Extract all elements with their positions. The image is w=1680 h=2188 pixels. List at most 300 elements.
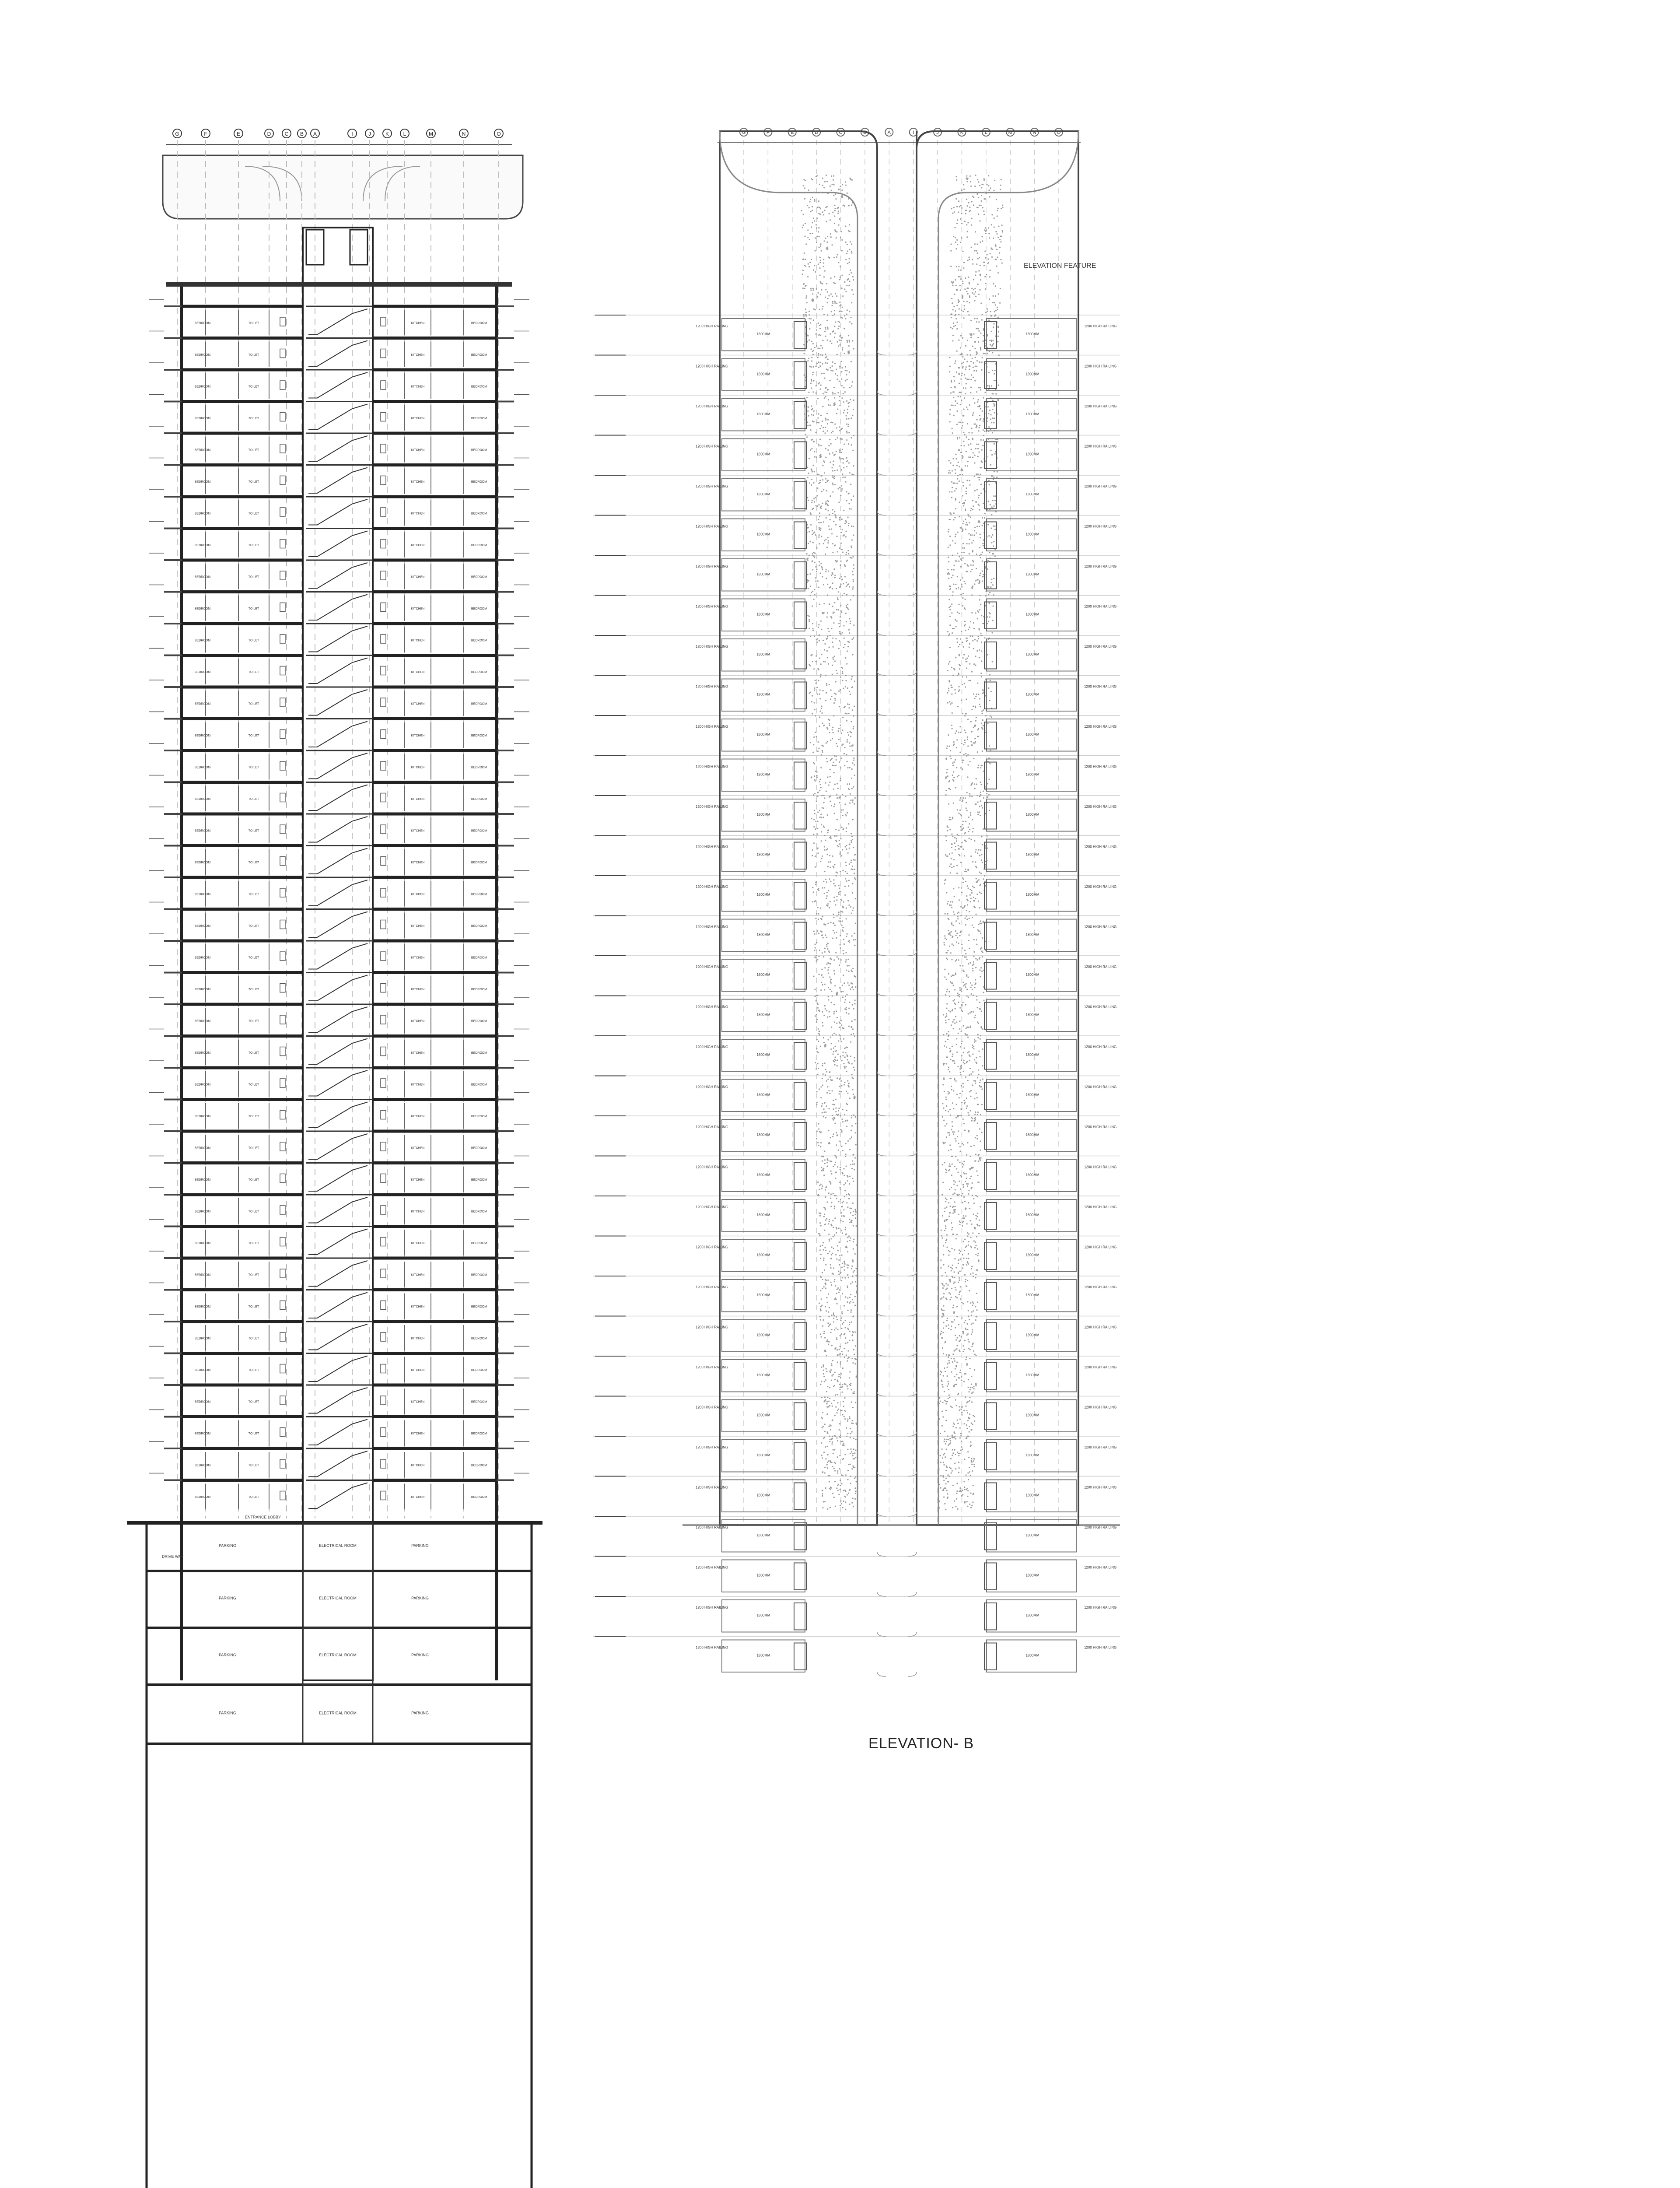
svg-text:KITCHEN: KITCHEN — [411, 1305, 425, 1308]
svg-text:BEDROOM: BEDROOM — [471, 829, 487, 833]
svg-text:ELECTRICAL ROOM: ELECTRICAL ROOM — [319, 1711, 357, 1715]
svg-text:BEDROOM: BEDROOM — [195, 1115, 211, 1118]
svg-text:BEDROOM: BEDROOM — [471, 1083, 487, 1087]
grid-bubble — [234, 129, 243, 138]
svg-text:D: D — [815, 130, 819, 135]
stair-flight — [306, 1353, 373, 1382]
svg-text:KITCHEN: KITCHEN — [411, 1337, 425, 1340]
svg-text:BEDROOM: BEDROOM — [471, 1241, 487, 1245]
svg-text:KITCHEN: KITCHEN — [411, 639, 425, 642]
grid-bubble — [311, 129, 319, 138]
grid-bubble — [173, 129, 182, 138]
svg-text:BEDROOM: BEDROOM — [195, 1305, 211, 1308]
svg-text:BEDROOM: BEDROOM — [195, 829, 211, 833]
stair-flight — [306, 497, 373, 525]
svg-text:BEDROOM: BEDROOM — [195, 766, 211, 769]
elevation-title: ELEVATION- B — [868, 1735, 974, 1752]
elevation-floor — [696, 879, 1116, 916]
stair-flight — [306, 814, 373, 842]
svg-text:KITCHEN: KITCHEN — [411, 766, 425, 769]
facade-feature-texture — [801, 175, 1004, 1510]
grid-label: F — [204, 131, 207, 137]
elevation-floor — [696, 439, 1116, 476]
svg-text:C: C — [839, 130, 843, 135]
elevation-floor — [696, 399, 1116, 435]
svg-text:BEDROOM: BEDROOM — [195, 1368, 211, 1372]
svg-text:TOILET: TOILET — [248, 417, 259, 420]
svg-text:G: G — [742, 130, 746, 135]
svg-text:J: J — [936, 130, 939, 135]
stair-flight — [306, 782, 373, 811]
grid-bubble — [282, 129, 291, 138]
svg-text:BEDROOM: BEDROOM — [195, 322, 211, 325]
basement-level — [147, 1571, 532, 1628]
stair-flight — [306, 941, 373, 969]
grid-bubble — [265, 129, 273, 138]
svg-text:BEDROOM: BEDROOM — [471, 1273, 487, 1277]
elevation-floor — [696, 1360, 1116, 1396]
svg-text:TOILET: TOILET — [248, 1400, 259, 1404]
svg-text:BEDROOM: BEDROOM — [195, 1147, 211, 1150]
svg-text:TOILET: TOILET — [248, 1495, 259, 1499]
elevation-feature-label: ELEVATION FEATURE — [1024, 262, 1096, 270]
section-drawing — [120, 129, 569, 2188]
svg-text:TOILET: TOILET — [248, 1051, 259, 1055]
svg-text:BEDROOM: BEDROOM — [471, 385, 487, 389]
section-floor — [149, 712, 529, 748]
svg-text:PARKING: PARKING — [411, 1543, 429, 1548]
svg-text:BEDROOM: BEDROOM — [471, 702, 487, 706]
svg-text:BEDROOM: BEDROOM — [195, 480, 211, 484]
svg-text:KITCHEN: KITCHEN — [411, 861, 425, 864]
stair-flight — [306, 1068, 373, 1096]
svg-text:B: B — [863, 130, 867, 135]
svg-text:KITCHEN: KITCHEN — [411, 322, 425, 325]
svg-text:ELECTRICAL ROOM: ELECTRICAL ROOM — [319, 1653, 357, 1657]
svg-text:BEDROOM: BEDROOM — [195, 1241, 211, 1245]
elevation-floor — [696, 559, 1116, 596]
elevation-floor — [696, 1119, 1116, 1156]
svg-text:KITCHEN: KITCHEN — [411, 385, 425, 389]
svg-text:BEDROOM: BEDROOM — [471, 543, 487, 547]
section-roof-crown — [163, 155, 523, 219]
svg-text:BEDROOM: BEDROOM — [195, 734, 211, 737]
svg-text:BEDROOM: BEDROOM — [195, 1400, 211, 1404]
svg-text:BEDROOM: BEDROOM — [471, 607, 487, 610]
stair-flight — [306, 433, 373, 462]
svg-text:BEDROOM: BEDROOM — [471, 639, 487, 642]
stair-flight — [306, 1290, 373, 1318]
section-floor — [149, 680, 529, 716]
svg-text:KITCHEN: KITCHEN — [411, 1115, 425, 1118]
svg-text:BEDROOM: BEDROOM — [195, 702, 211, 706]
svg-text:BEDROOM: BEDROOM — [471, 1115, 487, 1118]
grid-bubble — [459, 129, 468, 138]
stair-flight — [306, 1448, 373, 1477]
elevation-level-lines — [593, 315, 1120, 1637]
svg-text:BEDROOM: BEDROOM — [471, 417, 487, 420]
stair-flight — [306, 560, 373, 589]
svg-text:TOILET: TOILET — [248, 385, 259, 389]
stair-flight — [306, 1480, 373, 1509]
svg-text:TOILET: TOILET — [248, 766, 259, 769]
elevation-floor — [696, 1280, 1116, 1316]
elevation-floor — [696, 799, 1116, 836]
stair-flight — [306, 402, 373, 430]
stair-flight — [306, 656, 373, 684]
stair-flight — [306, 750, 373, 779]
svg-text:BEDROOM: BEDROOM — [471, 1210, 487, 1213]
svg-text:KITCHEN: KITCHEN — [411, 1464, 425, 1467]
stair-flights — [306, 306, 373, 1508]
grid-label: J — [368, 131, 371, 137]
svg-text:BEDROOM: BEDROOM — [471, 353, 487, 357]
svg-text:BEDROOM: BEDROOM — [195, 449, 211, 452]
stair-flight — [306, 687, 373, 715]
svg-text:TOILET: TOILET — [248, 1368, 259, 1372]
elevation-grid-markers — [718, 128, 1081, 1525]
stair-flight — [306, 877, 373, 906]
svg-text:TOILET: TOILET — [248, 956, 259, 960]
svg-text:KITCHEN: KITCHEN — [411, 988, 425, 991]
svg-text:BEDROOM: BEDROOM — [195, 575, 211, 579]
section-floor — [149, 426, 529, 463]
svg-text:KITCHEN: KITCHEN — [411, 575, 425, 579]
section-floor — [149, 299, 529, 336]
svg-text:KITCHEN: KITCHEN — [411, 702, 425, 706]
svg-text:BEDROOM: BEDROOM — [471, 924, 487, 928]
svg-text:KITCHEN: KITCHEN — [411, 1210, 425, 1213]
svg-text:N: N — [1032, 130, 1036, 135]
grid-label: N — [462, 131, 466, 137]
svg-text:TOILET: TOILET — [248, 829, 259, 833]
section-floor-slabs — [149, 299, 529, 1509]
svg-text:BEDROOM: BEDROOM — [471, 1432, 487, 1435]
svg-text:BEDROOM: BEDROOM — [195, 512, 211, 515]
elevation-floor — [696, 679, 1116, 716]
stair-flight — [306, 846, 373, 874]
svg-text:ELECTRICAL ROOM: ELECTRICAL ROOM — [319, 1596, 357, 1600]
svg-text:TOILET: TOILET — [248, 1273, 259, 1277]
svg-text:BEDROOM: BEDROOM — [195, 670, 211, 674]
svg-text:TOILET: TOILET — [248, 1241, 259, 1245]
svg-text:BEDROOM: BEDROOM — [471, 1400, 487, 1404]
section-grid-markers — [166, 129, 512, 144]
stair-flight — [306, 909, 373, 938]
svg-text:KITCHEN: KITCHEN — [411, 829, 425, 833]
svg-text:BEDROOM: BEDROOM — [195, 1020, 211, 1023]
svg-text:PARKING: PARKING — [219, 1711, 236, 1715]
svg-text:KITCHEN: KITCHEN — [411, 1083, 425, 1087]
svg-text:BEDROOM: BEDROOM — [195, 1464, 211, 1467]
stair-flight — [306, 1100, 373, 1128]
svg-text:KITCHEN: KITCHEN — [411, 1241, 425, 1245]
elevation-floor — [696, 1240, 1116, 1276]
elevation-floor — [696, 519, 1116, 556]
svg-text:BEDROOM: BEDROOM — [195, 1210, 211, 1213]
svg-text:BEDROOM: BEDROOM — [195, 1273, 211, 1277]
svg-text:TOILET: TOILET — [248, 449, 259, 452]
section-floor — [149, 522, 529, 558]
stair-flight — [306, 1036, 373, 1065]
svg-text:ENTRANCE LOBBY: ENTRANCE LOBBY — [245, 1515, 281, 1519]
svg-text:KITCHEN: KITCHEN — [411, 512, 425, 515]
svg-text:KITCHEN: KITCHEN — [411, 1273, 425, 1277]
elevation-drawing — [593, 128, 1120, 1676]
svg-text:KITCHEN: KITCHEN — [411, 1178, 425, 1182]
section-floor — [149, 649, 529, 685]
svg-text:BEDROOM: BEDROOM — [195, 1178, 211, 1182]
grid-bubble — [427, 129, 435, 138]
svg-text:BEDROOM: BEDROOM — [471, 1368, 487, 1372]
section-floor — [149, 743, 529, 780]
stair-flight — [306, 306, 373, 335]
grid-label: A — [313, 131, 317, 137]
svg-text:L: L — [984, 130, 987, 135]
grid-label: O — [497, 131, 501, 137]
section-floor — [149, 553, 529, 589]
elevation-floor — [696, 1600, 1116, 1637]
svg-text:BEDROOM: BEDROOM — [195, 1495, 211, 1499]
stair-flight — [306, 719, 373, 747]
svg-text:TOILET: TOILET — [248, 1337, 259, 1340]
elevation-floor — [696, 839, 1116, 876]
svg-text:BEDROOM: BEDROOM — [195, 1051, 211, 1055]
svg-text:ELECTRICAL ROOM: ELECTRICAL ROOM — [319, 1543, 357, 1548]
elevation-floor — [696, 1400, 1116, 1437]
svg-text:KITCHEN: KITCHEN — [411, 1147, 425, 1150]
grid-label: G — [175, 131, 179, 137]
svg-text:BEDROOM: BEDROOM — [471, 512, 487, 515]
section-floor — [149, 331, 529, 368]
svg-text:K: K — [960, 130, 964, 135]
svg-text:TOILET: TOILET — [248, 797, 259, 801]
elevation-floor — [696, 1039, 1116, 1076]
svg-text:BEDROOM: BEDROOM — [195, 861, 211, 864]
grid-label: M — [429, 131, 433, 137]
svg-text:KITCHEN: KITCHEN — [411, 893, 425, 896]
svg-text:BEDROOM: BEDROOM — [471, 1020, 487, 1023]
section-floor — [149, 395, 529, 431]
svg-text:BEDROOM: BEDROOM — [195, 893, 211, 896]
grid-bubble — [383, 129, 392, 138]
svg-text:PARKING: PARKING — [219, 1596, 236, 1600]
svg-text:KITCHEN: KITCHEN — [411, 417, 425, 420]
svg-text:BEDROOM: BEDROOM — [195, 1432, 211, 1435]
stair-flight — [306, 1004, 373, 1033]
svg-text:TOILET: TOILET — [248, 607, 259, 610]
svg-text:BEDROOM: BEDROOM — [471, 893, 487, 896]
elevation-floor — [696, 919, 1116, 956]
svg-text:BEDROOM: BEDROOM — [195, 417, 211, 420]
svg-text:TOILET: TOILET — [248, 988, 259, 991]
elevation-floor — [696, 1440, 1116, 1476]
svg-text:KITCHEN: KITCHEN — [411, 543, 425, 547]
elevation-floor — [696, 639, 1116, 676]
svg-text:KITCHEN: KITCHEN — [411, 480, 425, 484]
grid-bubble — [494, 129, 503, 138]
svg-text:KITCHEN: KITCHEN — [411, 1400, 425, 1404]
basement-level — [147, 1523, 532, 1571]
svg-text:TOILET: TOILET — [248, 575, 259, 579]
elevation-floor — [696, 959, 1116, 996]
svg-text:TOILET: TOILET — [248, 322, 259, 325]
svg-text:BEDROOM: BEDROOM — [471, 1337, 487, 1340]
svg-text:BEDROOM: BEDROOM — [195, 1083, 211, 1087]
svg-text:PARKING: PARKING — [219, 1543, 236, 1548]
elevation-floor — [696, 1640, 1116, 1677]
svg-text:TOILET: TOILET — [248, 1083, 259, 1087]
svg-text:F: F — [766, 130, 770, 135]
svg-text:TOILET: TOILET — [248, 1147, 259, 1150]
stair-flight — [306, 1195, 373, 1223]
svg-text:BEDROOM: BEDROOM — [471, 575, 487, 579]
svg-text:BEDROOM: BEDROOM — [471, 861, 487, 864]
grid-bubble — [365, 129, 374, 138]
stair-flight — [306, 1258, 373, 1287]
svg-text:TOILET: TOILET — [248, 480, 259, 484]
svg-text:BEDROOM: BEDROOM — [471, 480, 487, 484]
svg-text:TOILET: TOILET — [248, 1020, 259, 1023]
svg-text:TOILET: TOILET — [248, 1178, 259, 1182]
svg-text:TOILET: TOILET — [248, 543, 259, 547]
grid-bubble — [201, 129, 210, 138]
svg-text:DRIVE WAY: DRIVE WAY — [162, 1554, 184, 1559]
svg-text:PARKING: PARKING — [411, 1653, 429, 1657]
svg-text:BEDROOM: BEDROOM — [195, 543, 211, 547]
svg-text:TOILET: TOILET — [248, 1464, 259, 1467]
elevation-floor — [696, 999, 1116, 1036]
stair-flight — [306, 624, 373, 652]
stair-flight — [306, 1417, 373, 1445]
svg-text:KITCHEN: KITCHEN — [411, 1368, 425, 1372]
svg-text:TOILET: TOILET — [248, 861, 259, 864]
section-floor — [149, 458, 529, 494]
svg-text:BEDROOM: BEDROOM — [195, 797, 211, 801]
section-basements — [147, 1515, 532, 2188]
svg-text:PARKING: PARKING — [219, 1653, 236, 1657]
svg-text:KITCHEN: KITCHEN — [411, 1495, 425, 1499]
stair-flight — [306, 370, 373, 398]
svg-text:KITCHEN: KITCHEN — [411, 607, 425, 610]
section-floor — [149, 363, 529, 399]
grid-bubble — [298, 129, 306, 138]
grid-label: I — [351, 131, 353, 137]
svg-text:BEDROOM: BEDROOM — [471, 1178, 487, 1182]
svg-text:BEDROOM: BEDROOM — [195, 639, 211, 642]
section-floor — [149, 617, 529, 653]
elevation-floor — [696, 359, 1116, 396]
svg-text:BEDROOM: BEDROOM — [195, 607, 211, 610]
svg-text:KITCHEN: KITCHEN — [411, 449, 425, 452]
section-floor — [149, 585, 529, 621]
svg-text:BEDROOM: BEDROOM — [471, 766, 487, 769]
grid-label: B — [300, 131, 304, 137]
grid-bubble — [348, 129, 357, 138]
svg-text:TOILET: TOILET — [248, 1115, 259, 1118]
svg-text:BEDROOM: BEDROOM — [471, 1147, 487, 1150]
svg-text:TOILET: TOILET — [248, 734, 259, 737]
svg-text:TOILET: TOILET — [248, 1432, 259, 1435]
svg-text:TOILET: TOILET — [248, 670, 259, 674]
svg-text:KITCHEN: KITCHEN — [411, 1020, 425, 1023]
svg-text:TOILET: TOILET — [248, 893, 259, 896]
svg-text:BEDROOM: BEDROOM — [195, 956, 211, 960]
svg-text:BEDROOM: BEDROOM — [471, 797, 487, 801]
stair-flight — [306, 1227, 373, 1255]
svg-text:TOILET: TOILET — [248, 353, 259, 357]
section-floor — [149, 775, 529, 812]
elevation-floor — [696, 479, 1116, 515]
core-shaft — [303, 228, 373, 1680]
stair-flight — [306, 338, 373, 367]
svg-text:E: E — [791, 130, 794, 135]
svg-text:TOILET: TOILET — [248, 1210, 259, 1213]
stair-flight — [306, 592, 373, 621]
svg-text:BEDROOM: BEDROOM — [471, 322, 487, 325]
elevation-floor — [696, 1320, 1116, 1357]
svg-text:TOILET: TOILET — [248, 1305, 259, 1308]
stair-flight — [306, 973, 373, 1001]
svg-text:KITCHEN: KITCHEN — [411, 797, 425, 801]
basement-level — [147, 1628, 532, 1685]
elevation-floor — [696, 759, 1116, 796]
basement-level — [147, 1685, 532, 1744]
svg-text:BEDROOM: BEDROOM — [195, 988, 211, 991]
grid-label: K — [385, 131, 389, 137]
stair-flight — [306, 1322, 373, 1350]
stair-flight — [306, 1385, 373, 1413]
svg-text:BEDROOM: BEDROOM — [195, 385, 211, 389]
svg-text:BEDROOM: BEDROOM — [471, 1305, 487, 1308]
svg-text:KITCHEN: KITCHEN — [411, 1051, 425, 1055]
elevation-floor — [696, 599, 1116, 636]
stair-flight — [306, 529, 373, 557]
svg-text:BEDROOM: BEDROOM — [471, 449, 487, 452]
section-floor — [149, 490, 529, 526]
elevation-floor — [696, 1480, 1116, 1517]
elevation-floor — [696, 1199, 1116, 1236]
svg-text:A: A — [887, 130, 891, 135]
svg-text:KITCHEN: KITCHEN — [411, 353, 425, 357]
stair-flight — [306, 465, 373, 494]
stair-flight — [306, 1131, 373, 1160]
svg-text:TOILET: TOILET — [248, 924, 259, 928]
svg-text:O: O — [1057, 130, 1061, 135]
elevation-floor — [696, 719, 1116, 756]
svg-text:KITCHEN: KITCHEN — [411, 956, 425, 960]
svg-text:BEDROOM: BEDROOM — [471, 734, 487, 737]
grid-label: C — [284, 131, 289, 137]
svg-text:BEDROOM: BEDROOM — [195, 924, 211, 928]
stair-flight — [306, 1163, 373, 1192]
svg-text:BEDROOM: BEDROOM — [471, 670, 487, 674]
grid-bubble — [885, 128, 893, 136]
svg-text:KITCHEN: KITCHEN — [411, 924, 425, 928]
svg-text:BEDROOM: BEDROOM — [195, 353, 211, 357]
grid-label: D — [267, 131, 271, 137]
svg-text:M: M — [1008, 130, 1012, 135]
svg-text:TOILET: TOILET — [248, 702, 259, 706]
grid-label: E — [236, 131, 241, 137]
svg-text:TOILET: TOILET — [248, 512, 259, 515]
svg-text:I: I — [913, 130, 914, 135]
grid-label: L — [403, 131, 406, 137]
svg-text:KITCHEN: KITCHEN — [411, 734, 425, 737]
svg-text:PARKING: PARKING — [411, 1711, 429, 1715]
svg-text:BEDROOM: BEDROOM — [471, 956, 487, 960]
svg-text:KITCHEN: KITCHEN — [411, 670, 425, 674]
